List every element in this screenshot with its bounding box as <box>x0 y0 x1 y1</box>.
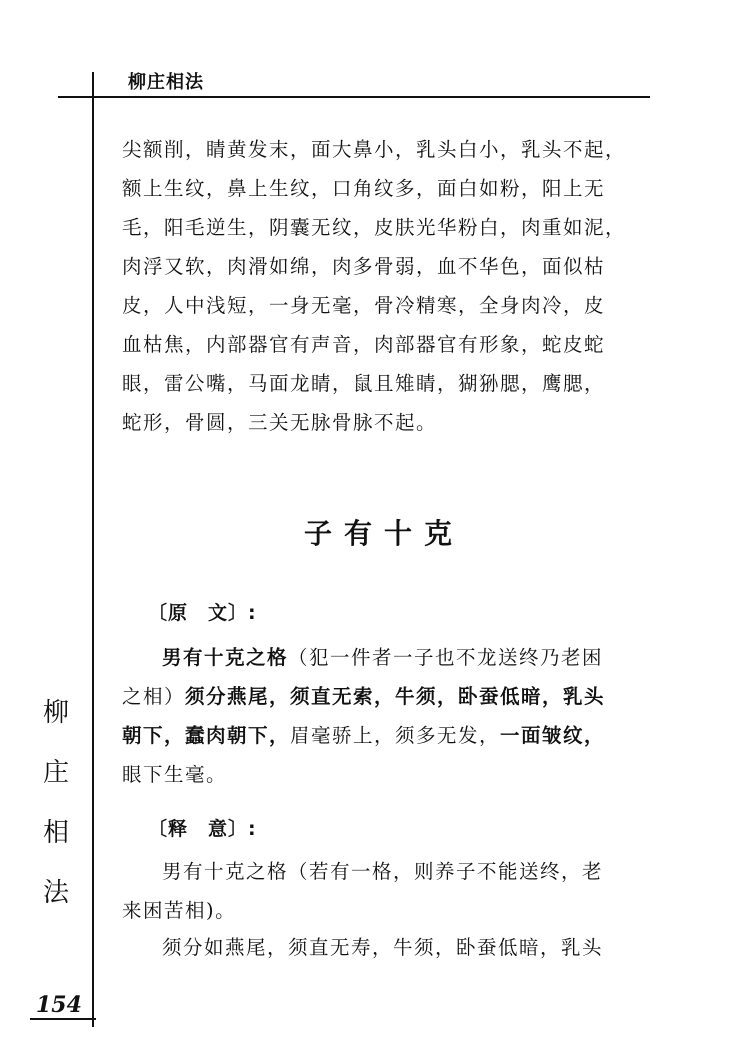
header-rule <box>58 96 650 98</box>
text-line: 眼，雷公嘴，马面龙睛，鼠且雉睛，猢狲腮，鹰腮， <box>122 372 606 395</box>
text-run: 男有十克之格 <box>162 646 289 669</box>
text-line: 额上生纹，鼻上生纹，口角纹多，面白如粉，阳上无 <box>122 177 606 200</box>
text-line: 肉浮又软，肉滑如绵，肉多骨弱，血不华色，面似枯 <box>122 255 606 278</box>
original-text-label: 〔原 文〕: <box>148 602 257 624</box>
text-line <box>122 755 660 794</box>
text-run: 眉毫骄上，须多无发， <box>290 724 501 747</box>
text-run: （犯一件者一子也不龙送终乃老困 <box>288 646 604 669</box>
text-line: 来困苦相)。 <box>122 899 237 922</box>
text-line: 蛇形，骨圆，三关无脉骨脉不起。 <box>122 411 438 434</box>
margin-rule <box>92 72 94 1027</box>
text-run: 朝下，蠢肉朝下， <box>122 724 291 747</box>
interpretation-label: 〔释 意〕: <box>148 818 257 840</box>
text-line: 毛，阳毛逆生，阴囊无纹，皮肤光华粉白，肉重如泥， <box>122 216 627 239</box>
text-run: 一面皱纹， <box>500 724 606 747</box>
continuation-paragraph <box>122 928 660 967</box>
top-paragraph <box>122 130 660 442</box>
side-title-char: 法 <box>42 878 69 908</box>
page-number: 154 <box>30 992 96 1020</box>
text-line: 血枯焦，内部器官有声音，肉部器官有形象，蛇皮蛇 <box>122 333 606 356</box>
text-line <box>122 677 660 716</box>
section-heading: 子有十克 <box>304 517 465 550</box>
text-line: 尖额削，睛黄发末，面大鼻小，乳头白小，乳头不起， <box>122 138 627 161</box>
side-book-title <box>36 700 76 940</box>
text-run: 眼下生毫。 <box>122 763 228 786</box>
side-title-char: 相 <box>42 818 69 848</box>
text-line: 男有十克之格（若有一格，则养子不能送终，老 <box>162 860 604 883</box>
text-run: 之相） <box>122 685 186 708</box>
side-title-char: 庄 <box>42 758 69 788</box>
interpretation-paragraph <box>122 852 660 930</box>
text-line <box>122 638 660 677</box>
running-header-title: 柳庄相法 <box>128 72 204 93</box>
original-text-paragraph <box>122 638 660 794</box>
text-line: 须分如燕尾，须直无寿，牛须，卧蚕低暗，乳头 <box>162 936 604 959</box>
text-line <box>122 716 660 755</box>
text-run: 须分燕尾，须直无索，牛须，卧蚕低暗，乳头 <box>185 685 606 708</box>
text-line: 皮，人中浅短，一身无毫，骨冷精寒，全身肉冷，皮 <box>122 294 606 317</box>
side-title-char: 柳 <box>42 698 69 728</box>
